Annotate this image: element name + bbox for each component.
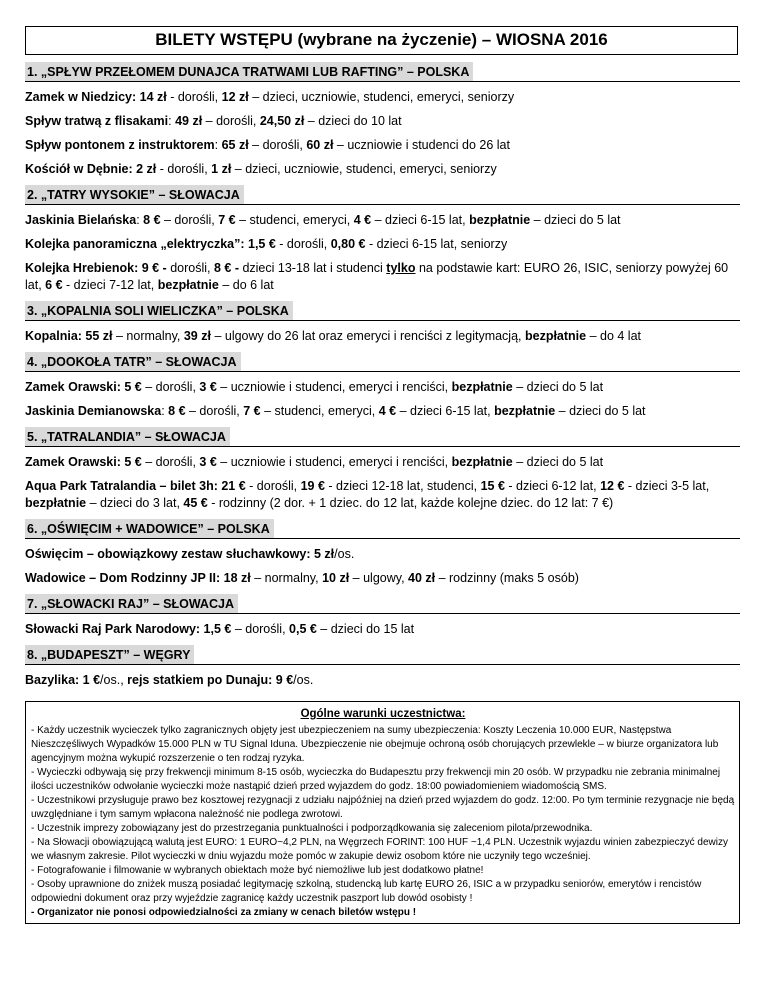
price-line-segment: - dorośli, [245,479,301,493]
price-line [25,236,740,253]
section-heading: 1. „SPŁYW PRZEŁOMEM DUNAJCA TRATWAMI LUB RAFTING” – POLSKA [25,62,473,81]
section-heading: 8. „BUDAPESZT” – WĘGRY [25,645,194,664]
price-line [25,454,740,471]
conditions-final-note: - Organizator nie ponosi odpowiedzialności za zmiany w cenach biletów wstępu ! [31,907,417,918]
price-line-segment: – ulgowy do 26 lat oraz emeryci i renciści z legitymacją, [210,329,525,343]
price-line-segment: 12 € [600,479,625,493]
price-line-segment: 24,50 zł [259,114,305,128]
price-line-segment: 60 zł [306,138,334,152]
price-line-segment: – uczniowie i studenci, emeryci i renciści, [216,455,452,469]
price-line [25,672,740,689]
price-line-segment: 6 € [45,278,63,292]
price-line-segment: – dzieci do 15 lat [316,622,415,636]
price-line-segment: Oświęcim – obowiązkowy zestaw słuchawkowy: 5 zł [25,547,335,561]
price-line-segment: bezpłatnie [469,213,531,227]
price-line-segment: - rodzinny (2 dor. + 1 dziec. do 12 lat, każde kolejne dziec. do 12 lat: 7 €) [207,496,614,510]
price-line-segment: – studenci, emeryci, [260,404,379,418]
price-line-segment: : [168,114,176,128]
price-line [25,570,740,587]
price-line [25,379,740,396]
condition-item: - Każdy uczestnik wycieczek tylko zagranicznych objęty jest ubezpieczeniem na sumy ubezpieczenia: Koszty Leczenia 10.000 EUR, Następstwa Nieszczęśliwych Wypadków 15.000 PLN w TU Signal Iduna. Ubezpieczenie nie obejmuje ochroną osób chorujących przewlekle – w biurze organizatora lub agencyjnym można wykupić rozszerzenie o ten rodzaj ryzyka. [31,725,719,764]
conditions-list [31,724,735,906]
section-heading: 5. „TATRALANDIA” – SŁOWACJA [25,427,230,446]
price-line [25,89,740,106]
price-line-segment: dorośli, [166,261,214,275]
price-line-segment: – dzieci do 10 lat [304,114,402,128]
price-line-segment: – do 6 lat [218,278,274,292]
price-line-segment: 15 € [480,479,505,493]
price-line-segment: : [214,138,222,152]
price-line-segment: 49 zł [175,114,203,128]
price-line-segment: Kolejka panoramiczna „elektryczka”: 1,5 € [25,237,276,251]
price-line [25,478,740,512]
price-line-segment: 45 € [183,496,208,510]
section-heading-rule [25,352,740,372]
price-line-segment: Jaskinia Demianowska [25,404,162,418]
price-line-segment: – dorośli, [231,622,290,636]
conditions-title: Ogólne warunki uczestnictwa: [300,708,466,720]
section-heading-rule [25,185,740,205]
price-line-segment: 0,5 € [289,622,317,636]
price-line-segment: Zamek Orawski: 5 € [25,380,142,394]
section-heading-rule [25,62,740,82]
price-line [25,621,740,638]
price-line-segment: Słowacki Raj Park Narodowy: 1,5 € [25,622,232,636]
price-line [25,403,740,420]
price-line-segment: 1 zł [211,162,232,176]
price-line-segment: bezpłatnie [494,404,556,418]
conditions-box [25,701,740,924]
price-line-segment: 8 € [143,213,161,227]
price-line-segment: – dorośli, [185,404,244,418]
price-line-segment: 10 zł [322,571,350,585]
price-line [25,546,740,563]
price-line-segment: – do 4 lat [586,329,642,343]
price-line-segment: bezpłatnie [25,496,87,510]
price-line-segment: – rodzinny (maks 5 osób) [435,571,579,585]
price-line-segment: Spływ tratwą z flisakami [25,114,169,128]
price-line-segment: Spływ pontonem z instruktorem [25,138,215,152]
price-line-segment: : [161,404,169,418]
price-line [25,113,740,130]
price-line [25,328,740,345]
price-line-segment: 12 zł [221,90,249,104]
price-line-segment: – dzieci do 5 lat [530,213,621,227]
price-line-segment: Kościół w Dębnie: 2 zł [25,162,157,176]
page-title: BILETY WSTĘPU (wybrane na życzenie) – WIOSNA 2016 [25,26,738,55]
price-line-segment: – dorośli, [202,114,260,128]
price-line-segment: – dzieci 6-15 lat, [396,404,495,418]
section-heading-rule [25,427,740,447]
condition-item: - Na Słowacji obowiązującą walutą jest EURO: 1 EURO~4,2 PLN, na Węgrzech FORINT: 100 HUF ~1,4 PLN. Uczestnik wyjazdu winien zabezpieczyć dewizy we własnym zakresie. Pilot wycieczki w dniu wyjazdu może pomóc w zakupie dewiz osobom które nie uczyniły tego wcześniej. [31,837,728,862]
price-line-segment: – studenci, emeryci, [235,213,354,227]
section-heading-rule [25,594,740,614]
condition-item: - Fotografowanie i filmowanie w wybranych obiektach może być niemożliwe lub jest dodatkowo płatne! [31,865,484,876]
price-line-segment: Wadowice – Dom Rodzinny JP II: 18 zł [25,571,251,585]
price-line-segment: – dzieci do 5 lat [555,404,646,418]
price-line-segment: Kolejka Hrebienok: 9 € - [25,261,167,275]
price-line-segment: – dorośli, [160,213,219,227]
price-line-segment: : [136,213,144,227]
price-line-segment: – uczniowie i studenci, emeryci i renciści, [216,380,452,394]
price-line [25,137,740,154]
sections-container [25,62,740,689]
price-line-segment: dzieci 13-18 lat i studenci [238,261,387,275]
price-line-segment: Aqua Park Tatralandia – bilet 3h: 21 € [25,479,246,493]
price-line-segment: bezpłatnie [451,455,513,469]
price-line-segment: Bazylika: 1 € [25,673,101,687]
price-line [25,161,740,178]
section-heading: 3. „KOPALNIA SOLI WIELICZKA” – POLSKA [25,301,293,320]
price-line-segment: – dzieci 6-15 lat, [371,213,470,227]
price-line-segment: – uczniowie i studenci do 26 lat [333,138,510,152]
price-line-segment: rejs statkiem po Dunaju: 9 € [127,673,294,687]
price-line-segment: /os. [293,673,314,687]
price-line-segment: 19 € [300,479,325,493]
price-line-segment: – dorośli, [141,380,200,394]
section-heading: 2. „TATRY WYSOKIE” – SŁOWACJA [25,185,244,204]
price-line-segment: – dzieci do 5 lat [512,455,604,469]
price-line-segment: – dzieci, uczniowie, studenci, emeryci, seniorzy [248,90,515,104]
price-line-segment: 7 € [218,213,236,227]
price-line-segment: 0,80 € [330,237,366,251]
price-line-segment: – dzieci do 5 lat [512,380,604,394]
section-heading-rule [25,645,740,665]
price-line-segment: na podstawie kart: EURO 26, ISIC, seniorzy powyżej 60 lat, [25,261,729,292]
price-line-segment: – dzieci do 3 lat, [86,496,184,510]
price-line [25,212,740,229]
price-line-segment: – normalny, [112,329,184,343]
price-line-segment: - dzieci 12-18 lat, studenci, [324,479,481,493]
price-line-segment: 4 € [378,404,397,418]
price-line-segment: - dorośli, [156,162,212,176]
price-line-segment: 3 € [199,455,217,469]
price-line-segment: – dzieci, uczniowie, studenci, emeryci, seniorzy [231,162,497,176]
price-line-segment: Zamek Orawski: 5 € [25,455,142,469]
section-heading: 6. „OŚWIĘCIM + WADOWICE” – POLSKA [25,519,274,538]
price-line-segment: 3 € [199,380,217,394]
price-line-segment: tylko [386,261,416,275]
price-line-segment: 65 zł [221,138,249,152]
price-line-segment: – dorośli, [248,138,307,152]
price-line-segment: - dzieci 3-5 lat, [624,479,710,493]
price-line-segment: /os., [100,673,128,687]
price-line-segment: – ulgowy, [349,571,409,585]
price-line-segment: 8 € - [213,261,239,275]
price-line-segment: bezpłatnie [451,380,513,394]
condition-item: - Osoby uprawnione do zniżek muszą posiadać legitymację szkolną, studencką lub kartę EURO 26, ISIC a w przypadku seniorów, emerytów i rencistów odpowiedni dokument oraz przy wyjeździe zagranicę każdy uczestnik paszport lub dowód osobisty ! [31,879,702,904]
price-line-segment: – dorośli, [141,455,200,469]
price-line-segment: – normalny, [250,571,323,585]
condition-item: - Wycieczki odbywają się przy frekwencji minimum 8-15 osób, wycieczka do Budapesztu przy frekwencji min 20 osób. W przypadku nie zebrania minimalnej ilości uczestników odwołanie wycieczki może nastąpić dzień przed wyjazdem do godz. 18:00 powiadomieniem wiadomością SMS. [31,767,721,792]
price-line-segment: - dzieci 6-12 lat, [504,479,601,493]
section-heading: 7. „SŁOWACKI RAJ” – SŁOWACJA [25,594,238,613]
price-line-segment: Kopalnia: 55 zł [25,329,113,343]
price-line-segment: - dzieci 7-12 lat, [62,278,158,292]
price-line-segment: Jaskinia Bielańska [25,213,137,227]
price-line-segment: - dzieci 6-15 lat, seniorzy [365,237,508,251]
price-line-segment: - dorośli, [275,237,331,251]
price-line-segment: 8 € [168,404,186,418]
price-line-segment: bezpłatnie [157,278,219,292]
price-line-segment: /os. [334,547,355,561]
condition-item: - Uczestnik imprezy zobowiązany jest do przestrzegania punktualności i podporządkowania się zaleceniom pilota/przewodnika. [31,823,593,834]
section-heading-rule [25,301,740,321]
price-line-segment: 39 zł [183,329,211,343]
section-heading-rule [25,519,740,539]
section-heading: 4. „DOOKOŁA TATR” – SŁOWACJA [25,352,241,371]
price-line-segment: bezpłatnie [524,329,587,343]
price-line-segment: Zamek w Niedzicy: 14 zł [25,90,167,104]
price-line-segment: - dorośli, [166,90,222,104]
price-line-segment: 40 zł [408,571,436,585]
condition-item: - Uczestnikowi przysługuje prawo bez kosztowej rezygnacji z udziału najpóźniej na dzień przed wyjazdem do godz. 12:00. Po tym terminie rezygnacje nie będą uwzględniane i tym samym wpłacona należność nie podlega zwrotowi. [31,795,735,820]
price-line [25,260,740,294]
price-line-segment: 7 € [243,404,261,418]
price-line-segment: 4 € [353,213,372,227]
